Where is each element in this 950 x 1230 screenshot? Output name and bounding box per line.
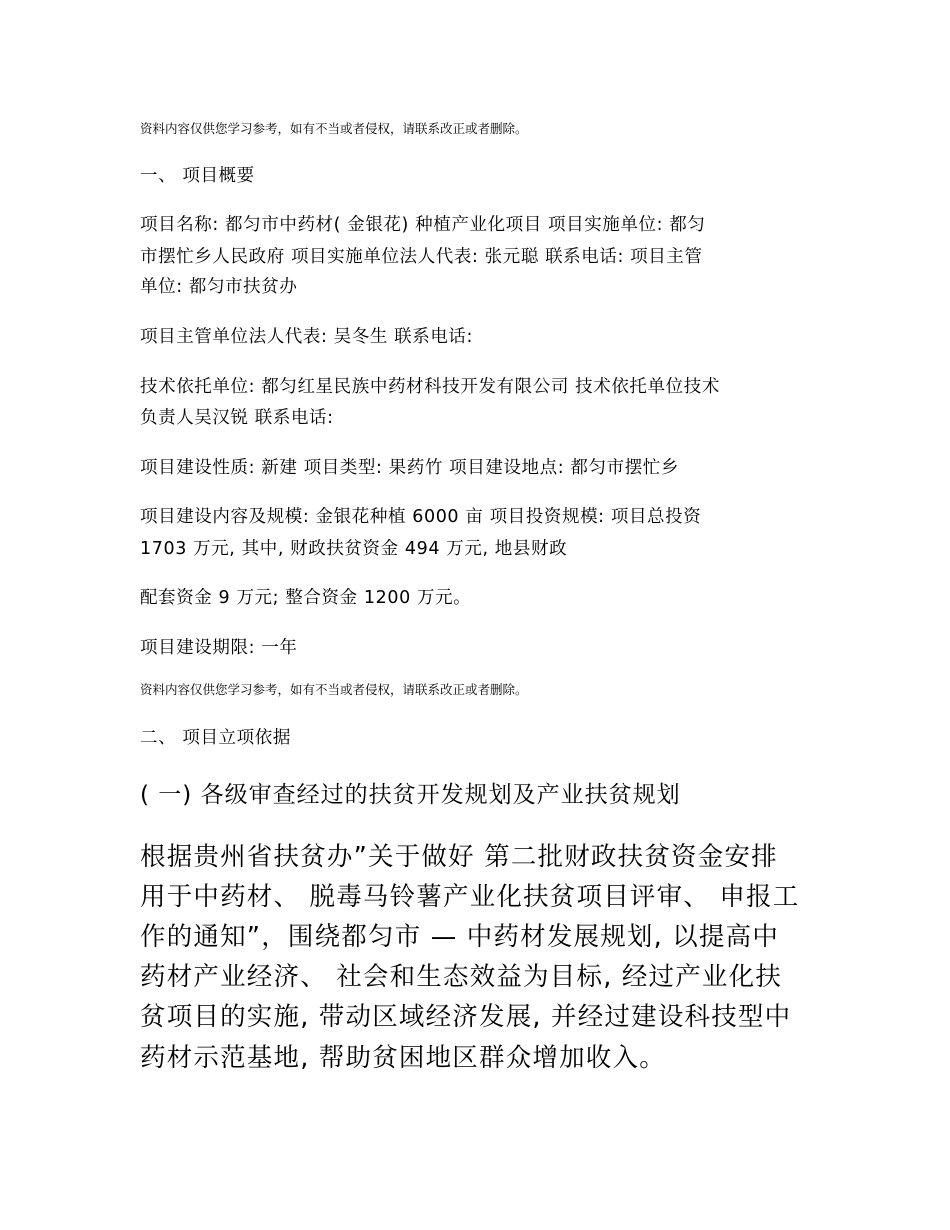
paragraph-line: 配套资金 9 万元; 整合资金 1200 万元。	[140, 588, 472, 608]
large-paragraph-line: 作的通知”，围绕都匀市 — 中药材发展规划, 以提高中	[140, 922, 780, 952]
paragraph-line: 项目建设期限: 一年	[140, 638, 298, 658]
subsection-heading: ( 一) 各级审查经过的扶贫开发规划及产业扶贫规划	[140, 782, 681, 808]
paragraph-line: 项目建设性质: 新建 项目类型: 果药竹 项目建设地点: 都匀市摆忙乡	[140, 458, 679, 478]
paragraph-line: 项目建设内容及规模: 金银花种植 6000 亩 项目投资规模: 项目总投资	[140, 507, 702, 527]
large-paragraph-line: 药材示范基地, 帮助贫困地区群众增加收入。	[140, 1043, 666, 1073]
paragraph-line: 市摆忙乡人民政府 项目实施单位法人代表: 张元聪 联系电话: 项目主管	[140, 247, 703, 267]
section-heading-overview: 一、 项目概要	[140, 166, 255, 186]
paragraph-line: 负责人吴汉锐 联系电话:	[140, 408, 334, 428]
disclaimer-text-bottom: 资料内容仅供您学习参考，如有不当或者侵权，请联系改正或者删除。	[140, 682, 528, 697]
paragraph-line: 项目名称: 都匀市中药材( 金银花) 种植产业化项目 项目实施单位: 都匀	[140, 215, 706, 235]
paragraph-line: 项目主管单位法人代表: 吴冬生 联系电话:	[140, 327, 474, 347]
disclaimer-text-top: 资料内容仅供您学习参考，如有不当或者侵权，请联系改正或者删除。	[140, 121, 528, 136]
large-paragraph-line: 用于中药材、 脱毒马铃薯产业化扶贫项目评审、 申报工	[140, 882, 800, 912]
large-paragraph-line: 贫项目的实施, 带动区域经济发展, 并经过建设科技型中	[140, 1002, 792, 1032]
paragraph-line: 技术依托单位: 都匀红星民族中药材科技开发有限公司 技术依托单位技术	[140, 377, 720, 397]
large-paragraph-line: 根据贵州省扶贫办”关于做好 第二批财政扶贫资金安排	[140, 842, 778, 872]
large-paragraph-line: 药材产业经济、 社会和生态效益为目标, 经过产业化扶	[140, 962, 783, 992]
paragraph-line: 单位: 都匀市扶贫办	[140, 277, 298, 297]
section-heading-basis: 二、 项目立项依据	[140, 728, 291, 748]
paragraph-line: 1703 万元, 其中, 财政扶贫资金 494 万元, 地县财政	[140, 539, 568, 559]
